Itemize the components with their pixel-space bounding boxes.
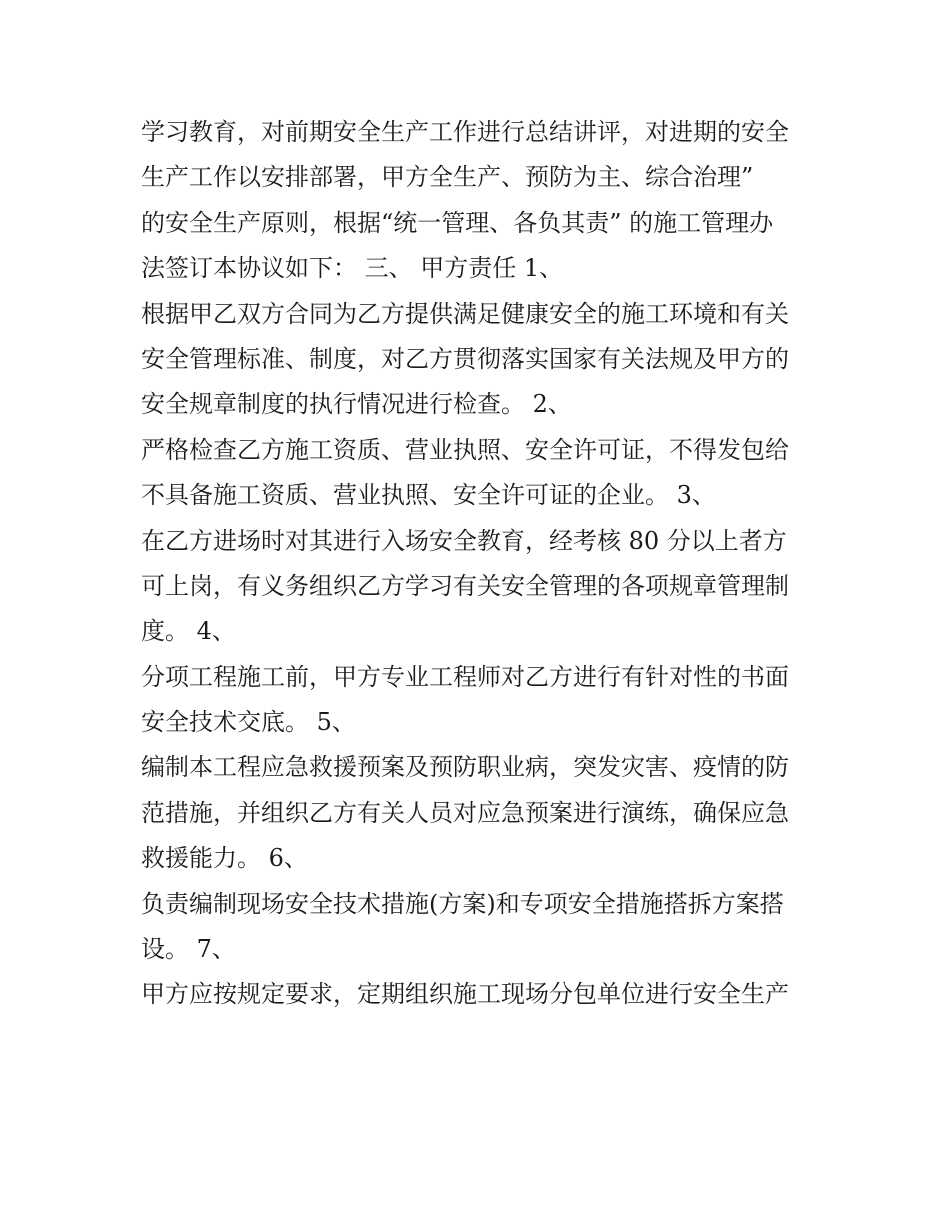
text-line: 根据甲乙双方合同为乙方提供满足健康安全的施工环境和有关 <box>141 299 789 328</box>
text-line: 生产工作以安排部署，甲方全生产、预防为主、综合治理” <box>141 163 754 192</box>
text-line: 编制本工程应急救援预案及预防职业病，突发灾害、疫情的防 <box>141 753 789 782</box>
text-line: 在乙方进场时对其进行入场安全教育，经考核 80 分以上者方 <box>141 526 787 555</box>
text-line: 法签订本协议如下： 三、 甲方责任 1、 <box>141 254 564 283</box>
text-line: 分项工程施工前，甲方专业工程师对乙方进行有针对性的书面 <box>141 662 789 691</box>
text-line: 安全技术交底。 5、 <box>141 708 356 737</box>
text-line: 救援能力。 6、 <box>141 844 308 873</box>
text-line: 安全规章制度的执行情况进行检查。 2、 <box>141 390 572 419</box>
text-line: 的安全生产原则，根据“统一管理、各负其责” 的施工管理办 <box>141 208 774 237</box>
body-text <box>141 110 821 1018</box>
text-line: 度。 4、 <box>141 617 236 646</box>
text-line: 设。 7、 <box>141 935 236 964</box>
text-line: 安全管理标准、制度，对乙方贯彻落实国家有关法规及甲方的 <box>141 344 789 373</box>
text-line: 负责编制现场安全技术措施(方案)和专项安全措施搭拆方案搭 <box>141 889 784 918</box>
text-line: 学习教育，对前期安全生产工作进行总结讲评，对进期的安全 <box>141 118 789 146</box>
text-line: 不具备施工资质、营业执照、安全许可证的企业。 3、 <box>141 481 716 510</box>
text-line: 严格检查乙方施工资质、营业执照、安全许可证，不得发包给 <box>141 435 789 464</box>
text-line: 甲方应按规定要求，定期组织施工现场分包单位进行安全生产 <box>141 980 789 1009</box>
text-line: 范措施，并组织乙方有关人员对应急预案进行演练，确保应急 <box>141 798 789 827</box>
text-line: 可上岗，有义务组织乙方学习有关安全管理的各项规章管理制 <box>141 571 789 600</box>
